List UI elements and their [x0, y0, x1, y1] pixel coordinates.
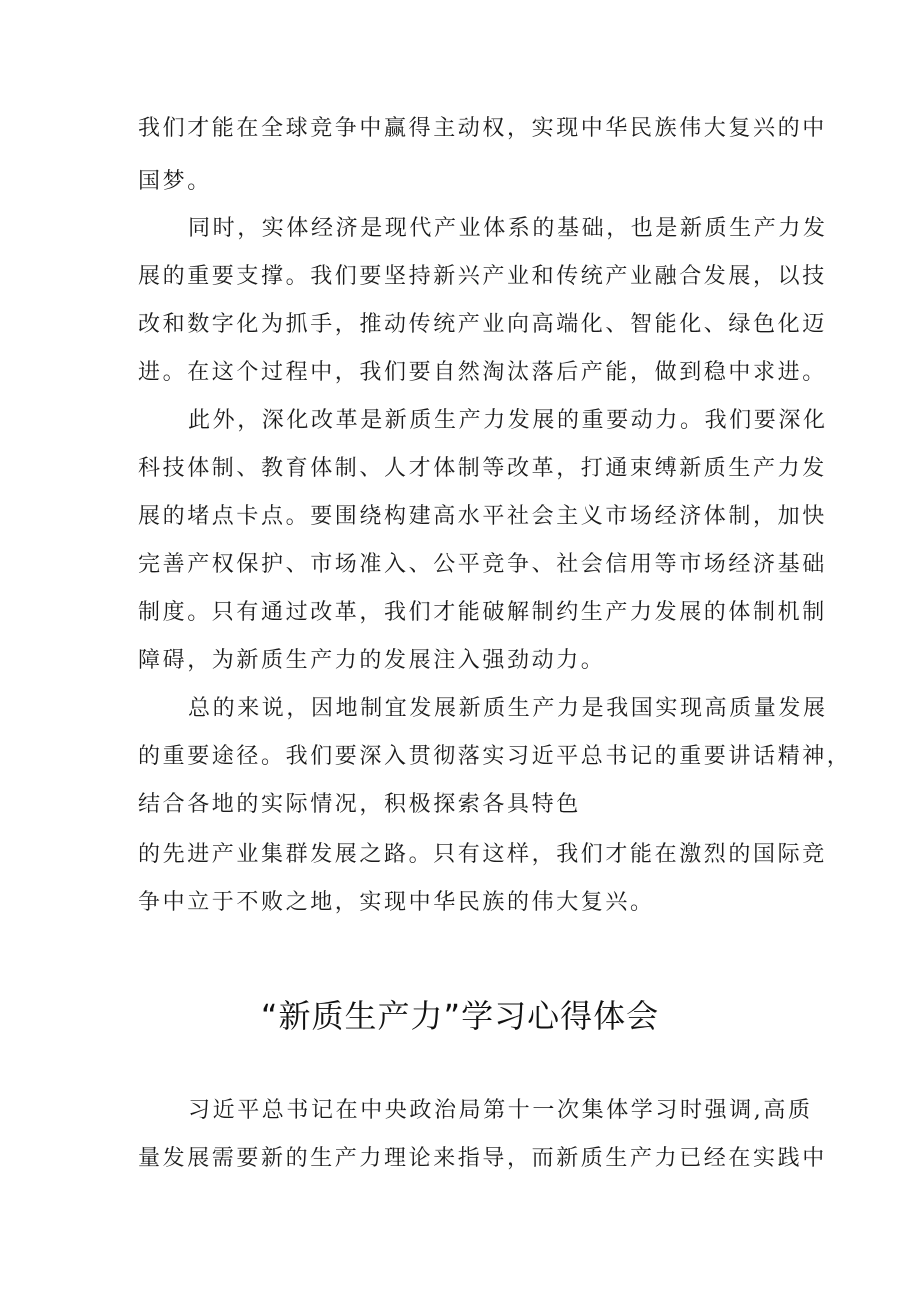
text-line: 量发展需要新的生产力理论来指导，而新质生产力已经在实践中 [138, 1146, 827, 1171]
paragraph-first-line: 同时，实体经济是现代产业体系的基础，也是新质生产力发 [188, 216, 828, 241]
text-line: 争中立于不败之地，实现中华民族的伟大复兴。 [138, 890, 655, 915]
text-line: 障碍，为新质生产力的发展注入强劲动力。 [138, 648, 606, 673]
text-line: 我们才能在全球竞争中赢得主动权，实现中华民族伟大复兴的中 [138, 116, 827, 141]
paragraph-first-line: 此外，深化改革是新质生产力发展的重要动力。我们要深化 [188, 408, 828, 433]
paragraph-first-line: 习近平总书记在中央政治局第十一次集体学习时强调,高质 [188, 1098, 813, 1123]
text-line: 科技体制、教育体制、人才体制等改革，打通束缚新质生产力发 [138, 456, 827, 481]
text-line: 改和数字化为抓手，推动传统产业向高端化、智能化、绿色化迈 [138, 312, 827, 337]
text-line: 展的堵点卡点。要围绕构建高水平社会主义市场经济体制，加快 [138, 504, 827, 529]
text-line: 的先进产业集群发展之路。只有这样，我们才能在激烈的国际竞 [138, 842, 827, 867]
text-line: 结合各地的实际情况，积极探索各具特色 [138, 792, 581, 817]
text-line: 的重要途径。我们要深入贯彻落实习近平总书记的重要讲话精神， [138, 744, 852, 769]
text-line: 完善产权保护、市场准入、公平竞争、社会信用等市场经济基础 [138, 552, 827, 577]
paragraph-first-line: 总的来说，因地制宜发展新质生产力是我国实现高质量发展 [188, 696, 828, 721]
text-line: 展的重要支撑。我们要坚持新兴产业和传统产业融合发展，以技 [138, 264, 827, 289]
text-line: 制度。只有通过改革，我们才能破解制约生产力发展的体制机制 [138, 600, 827, 625]
section-title: “新质生产力”学习心得体会 [260, 997, 660, 1035]
text-line: 国梦。 [138, 169, 212, 194]
text-line: 进。在这个过程中，我们要自然淘汰落后产能，做到稳中求进。 [138, 360, 827, 385]
